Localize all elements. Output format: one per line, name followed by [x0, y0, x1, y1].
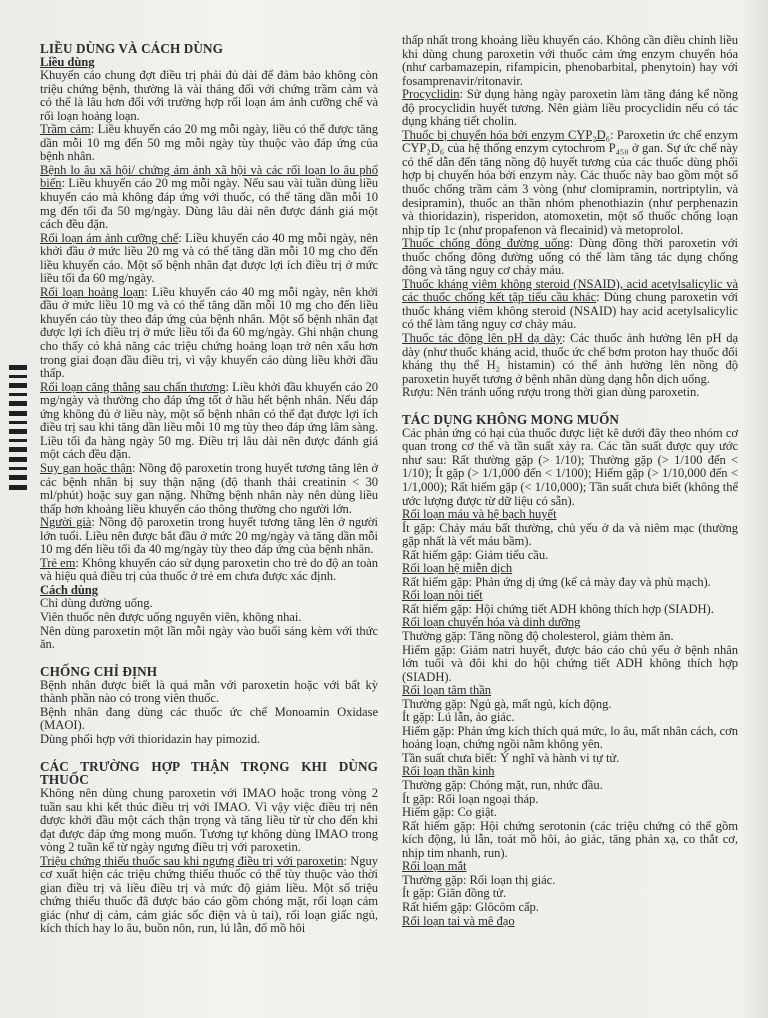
paragraph: Rất hiếm gặp: Hội chứng tiết ADH không thích hợp (SIADH). [402, 601, 714, 616]
paragraph [40, 123, 378, 164]
term-text: : Liều khuyến cáo 20 mg mỗi ngày, liều có thể được tăng dần mỗi 10 mg đến 50 mg mỗi ngày tùy thuộc vào đáp ứng của bệnh nhân. [40, 122, 378, 164]
paragraph: Rất hiếm gặp: Giảm tiểu cầu. [402, 547, 549, 562]
paragraph: Ít gặp: Chảy máu bất thường, chủ yếu ở da và niêm mạc (thường gặp nhất là vết máu bầm). [402, 520, 738, 549]
paragraph: Thường gặp: Ngủ gà, mất ngủ, kích động. [402, 696, 612, 711]
paragraph [402, 237, 738, 278]
term-label: Người già [40, 515, 92, 530]
paragraph [40, 286, 378, 381]
term-label: Rối loạn hoảng loạn [40, 284, 145, 299]
paragraph: Ít gặp: Rối loạn ngoại tháp. [402, 791, 539, 806]
paragraph: Hiếm gặp: Co giật. [402, 805, 497, 820]
term-label: Trẻ em [40, 555, 76, 570]
subheading: Rối loạn hệ miễn dịch [402, 561, 513, 576]
paragraph [40, 164, 378, 232]
paragraph: Hiếm gặp: Giảm natri huyết, được báo cáo chủ yếu ở bệnh nhân lớn tuổi và đôi khi do hội chứng tiết ADH không thích hợp (SIADH). [402, 642, 738, 684]
subheading: Rối loạn chuyển hóa và dinh dưỡng [402, 615, 581, 630]
subheading: Rối loạn tai và mê đạo [402, 913, 515, 928]
paragraph [40, 462, 378, 516]
paragraph [402, 88, 738, 129]
term-label: Bệnh lo âu xã hội/ chứng ám ảnh xã hội và các rối loạn lo âu phổ biến [40, 162, 378, 191]
term-label: Rối loạn ám ảnh cưỡng chế [40, 230, 179, 245]
paragraph: Ít gặp: Lú lẫn, ảo giác. [402, 710, 515, 725]
paragraph [40, 855, 378, 936]
term-text: : Liều khuyến cáo 20 mg mỗi ngày. Nếu sau vài tuần dùng liều khuyến cáo mà không đáp ứng với thuốc, có thể tăng dần mỗi 10 mg đến tối đa 50 mg/ngày. Dùng lâu dài nên được đánh giá một cách đều đặn. [40, 176, 378, 232]
term-text: : Liều khuyến cáo 40 mg mỗi ngày, nên khởi đầu ở mức liều 10 mg và có thể tăng dần mỗi 10 mg cho đến liều khuyến cáo tùy theo đáp ứng của bệnh nhân. Một số bệnh nhân đạt được lợi ích điều trị ở mức liều tối đa 60 mg/ngày. Ghi nhận chung cho thấy có khả năng các triệu chứng hoảng loạn trở nên xấu hơn trong giai đoạn đầu điều trị, vì vậy khuyến cáo dùng liều khởi đầu thấp. [40, 284, 378, 381]
paragraph: Các phản ứng có hại của thuốc được liệt kê dưới đây theo nhóm cơ quan trong cơ thể và tần suất xảy ra. Các tần suất được quy ước như sau: Rất thường gặp (> 1/10); Thường gặp (> 1/100 đến < 1/10); Ít gặp (> 1/1,000 đến < 1/100); Hiếm gặp (> 1/10,000 đến < 1/1,000); Rất hiếm gặp (< 1/10,000); Tần suất chưa biết (không thể ước lượng được từ dữ liệu có sẵn). [402, 425, 738, 508]
term-label: Thuốc kháng viêm không steroid (NSAID), acid acetylsalicylic và các thuốc chống kết tập tiểu cầu khác [402, 276, 738, 305]
paragraph: Thường gặp: Chóng mặt, run, nhức đầu. [402, 778, 603, 793]
term-text: : Liều khởi đầu khuyến cáo 20 mg/ngày và thường cho đáp ứng tốt ở hầu hết bệnh nhân. Nếu đáp ứng không đủ ở liều này, một số bệnh nhân có thể đạt được lợi ích điều trị sau khi tăng dần liều mỗi 10 mg tùy theo đáp ứng lâm sàng. Liều tối đa hàng ngày 50 mg. Điều trị lâu dài nên được đánh giá một cách đều đặn. [40, 379, 378, 462]
section-title-contraindications: CHỐNG CHỈ ĐỊNH [40, 664, 158, 680]
left-column [40, 42, 378, 936]
term-text: : Nồng độ paroxetin trong huyết tương tăng lên ở các bệnh nhân bị suy thận nặng (độ thanh thải creatinin < 30 ml/phút) hoặc suy gan nặng. Những bệnh nhân này nên dùng liều thấp hơn khoảng liều khuyến cáo thông thường cho người lớn. [40, 460, 378, 516]
term-label: Suy gan hoặc thận [40, 460, 133, 475]
paragraph: Nên dùng paroxetin một lần mỗi ngày vào buổi sáng kèm với thức ăn. [40, 623, 378, 652]
subheading-dosage: Liều dùng [40, 54, 95, 69]
term-label: Procyclidin [402, 87, 460, 102]
paragraph: Rất hiếm gặp: Hội chứng serotonin (các triệu chứng có thể gồm kích động, lú lẫn, toát mồ hôi, ảo giác, tăng phản xạ, co thắt cơ, nhịp tim nhanh, run). [402, 818, 738, 860]
paragraph: Thường gặp: Rối loạn thị giác. [402, 872, 556, 887]
paragraph [40, 557, 378, 584]
paragraph: Thường gặp: Tăng nồng độ cholesterol, giảm thèm ăn. [402, 629, 674, 644]
paragraph [402, 332, 738, 386]
term-text: : Sử dụng hàng ngày paroxetin làm tăng đáng kể nồng độ procyclidin huyết tương. Nên giảm liều procyclidin nếu có tác dụng kháng tiết cholin. [402, 87, 738, 129]
section-title-precautions: CÁC TRƯỜNG HỢP THẬN TRỌNG KHI DÙNG THUỐC [40, 758, 378, 788]
subheading-usage: Cách dùng [40, 582, 98, 597]
term-label: Rối loạn căng thẳng sau chấn thương [40, 379, 226, 394]
paragraph: Khuyến cáo chung đợt điều trị phải đủ dài để đảm bảo không còn triệu chứng bệnh, thường là vài tháng đối với chứng trầm cảm và có thể là lâu hơn đối với trường hợp rối loạn ám ảnh cưỡng chế và rối loạn hoảng loạn. [40, 68, 378, 123]
paragraph [40, 516, 378, 557]
term-text: : Nồng độ paroxetin trong huyết tương tăng lên ở người lớn tuổi. Liều nên được bắt đầu ở mức 20 mg/ngày và tăng dần mỗi 10 mg đến liều tối đa 40 mg/ngày tùy theo đáp ứng của bệnh nhân. [40, 515, 378, 557]
section-title-dosage: LIỀU DÙNG VÀ CÁCH DÙNG [40, 41, 223, 56]
term-text: : Dùng đồng thời paroxetin với thuốc chống đông đường uống có thể làm tăng tác dụng chống đông và tăng nguy cơ chảy máu. [402, 236, 738, 278]
subheading: Rối loạn máu và hệ bạch huyết [402, 507, 557, 522]
paragraph: Rượu: Nên tránh uống rượu trong thời gian dùng paroxetin. [402, 385, 700, 400]
paragraph [402, 278, 738, 332]
term-label: Thuốc chống đông đường uống [402, 236, 570, 251]
paragraph [40, 232, 378, 286]
term-label: Triệu chứng thiếu thuốc sau khi ngưng điều trị với paroxetin [40, 853, 344, 868]
term-label: Trầm cảm [40, 122, 91, 137]
paragraph: Rất hiếm gặp: Phản ứng dị ứng (kể cả mày đay và phù mạch). [402, 574, 711, 589]
paragraph [402, 129, 738, 237]
term-label: Thuốc tác động lên pH dạ dày [402, 331, 562, 346]
subheading: Rối loạn tâm thần [402, 683, 492, 698]
paragraph: Bệnh nhân đang dùng các thuốc ức chế Monoamin Oxidase (MAOI). [40, 704, 378, 733]
paragraph: Dùng phối hợp với thioridazin hay pimozid. [40, 731, 261, 746]
subheading: Rối loạn nội tiết [402, 588, 483, 603]
paragraph: Chỉ dùng đường uống. [40, 596, 153, 611]
paragraph: Ít gặp: Giãn đồng tử. [402, 886, 507, 901]
term-text: : Liều khuyến cáo 40 mg mỗi ngày, nên khởi đầu ở mức liều 20 mg và có thể tăng dần mỗi 10 mg cho đến liều khuyến cáo. Một số bệnh nhân đạt được lợi ích điều trị ở mức liều tối đa 60 mg/ngày. [40, 230, 378, 286]
term-text: : Không khuyến cáo sử dụng paroxetin cho trẻ do độ an toàn và hiệu quả điều trị của thuốc ở trẻ em chưa được xác định. [40, 555, 378, 584]
paragraph: Viên thuốc nên được uống nguyên viên, không nhai. [40, 609, 302, 624]
term-text: : Dùng chung paroxetin với thuốc kháng viêm không steroid (NSAID) hay acid acetylsalicylic có thể làm tăng nguy cơ chảy máu. [402, 290, 739, 332]
right-column [402, 34, 738, 928]
paragraph: thấp nhất trong khoảng liều khuyến cáo. Không cần điều chỉnh liều khi dùng chung paroxetin với thuốc cảm ứng enzym chuyển hóa (như carbamazepin, rifampicin, phenobarbital, phenytoin) hay với fosamprenavir/ritonavir. [402, 33, 738, 88]
term-text: : Nguy cơ xuất hiện các triệu chứng thiếu thuốc có thể tùy thuộc vào thời gian điều trị và liều điều trị và mức độ giảm liều. Một số triệu chứng thiếu thuốc đã được báo cáo gồm chóng mặt, rối loạn cảm giác (như dị cảm, cảm giác sốc điện và ù tai), rối loạn giấc ngủ, kích thích hay lo âu, buồn nôn, run, lú lẫn, đổ mồ hôi [40, 853, 378, 936]
term-text: : Các thuốc ảnh hưởng lên pH dạ dày (như thuốc kháng acid, thuốc ức chế bơm proton hay thuốc đối kháng thụ thể H₂ histamin) có thể ảnh hưởng lên nồng độ paroxetin huyết tương ở bệnh nhân dùng dạng hỗn dịch uống. [402, 331, 738, 386]
paragraph: Bệnh nhân được biết là quá mẫn với paroxetin hoặc với bất kỳ thành phần nào có trong viên thuốc. [40, 677, 378, 706]
term-label: Thuốc bị chuyển hóa bởi enzym CYP₂D₆ [402, 127, 611, 142]
page-edge-shadow [742, 0, 768, 1018]
paragraph: Không nên dùng chung paroxetin với IMAO hoặc trong vòng 2 tuần sau khi kết thúc điều trị với IMAO. Vì vậy việc điều trị nên được khởi đầu một cách thận trọng và tăng liều từ từ cho đến khi đạt được đáp ứng mong muốn. Tương tự không dùng IMAO trong vòng 2 tuần kể từ ngày ngưng điều trị với paroxetin. [40, 785, 378, 855]
paragraph: Rất hiếm gặp: Glôcôm cấp. [402, 899, 539, 914]
barcode-marks [9, 365, 27, 497]
paragraph: Hiếm gặp: Phản ứng kích thích quá mức, lo âu, mất nhân cách, cơn hoảng loạn, chứng ngồi nằm không yên. [402, 723, 738, 752]
paragraph: Tần suất chưa biết: Ý nghĩ và hành vi tự tử. [402, 750, 620, 765]
paragraph [40, 381, 378, 462]
subheading: Rối loạn thần kinh [402, 764, 495, 779]
subheading: Rối loạn mắt [402, 859, 467, 874]
term-text: : Paroxetin ức chế enzym CYP₂D₆ của hệ thống enzym cytochrom P₄₅₀ ở gan. Sự ức chế này có thể dẫn đến tăng nồng độ huyết tương của các thuốc dùng phối hợp bị chuyển hóa bởi enzym này. Các thuốc này bao gồm một số thuốc chống trầm cảm 3 vòng (như clomipramin, nortriptylin, và desipramin), thuốc an thần nhóm phenothiazin (như perphenazin và thioridazin), risperidon, atomoxetin, một số thuốc chống loạn nhịp típ 1c (như propafenon và flecainid) và metoprolol. [402, 127, 738, 237]
section-title-side-effects: TÁC DỤNG KHÔNG MONG MUỐN [402, 412, 620, 428]
